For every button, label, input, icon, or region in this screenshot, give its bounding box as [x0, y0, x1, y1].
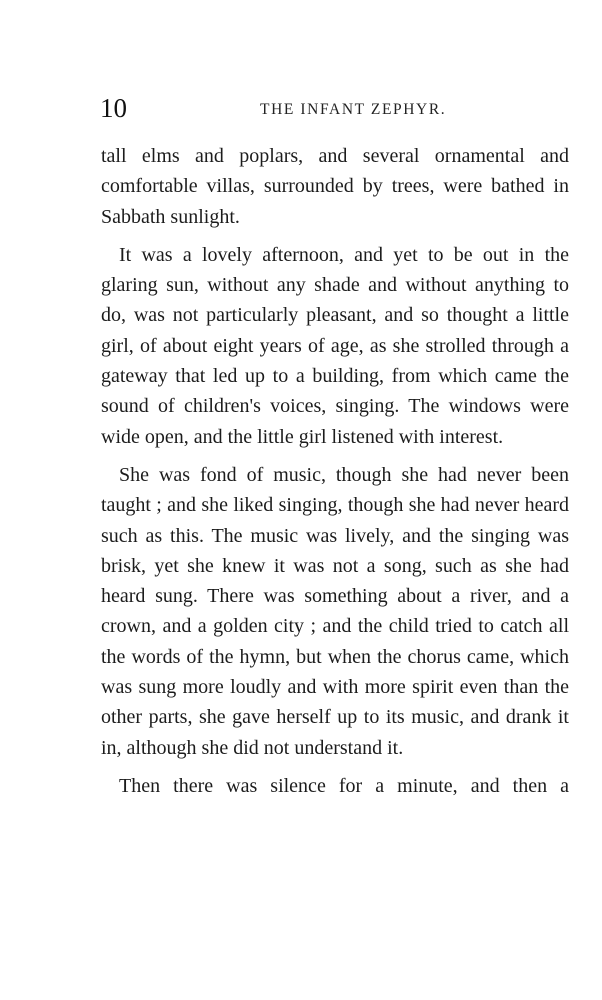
paragraph-3: She was fond of music, though she had never been taught ; and she liked singing, though she had never heard such as this. The music was lively, and the singing was brisk, yet she knew it was not a song, such as she had heard sung. There was something about a river, and a crown, and a golden city ; and the child tried to catch all the words of the hymn, but when the chorus came, which was sung more loudly and with more spirit even than the other parts, she gave herself up to its music, and drank it in, although she did not understand it. [101, 463, 569, 759]
page-number: 10 [100, 93, 127, 123]
page-header [100, 93, 568, 127]
body-text [101, 141, 569, 809]
paragraph-4: Then there was silence for a minute, and then a [119, 774, 569, 797]
running-title: THE INFANT ZEPHYR. [260, 101, 447, 118]
paragraph-1: tall elms and poplars, and several ornamental and comfortable villas, surrounded by trees, were bathed in Sabbath sunlight. [101, 145, 569, 228]
paragraph-2: It was a lovely afternoon, and yet to be out in the glaring sun, without any shade and without anything to do, was not particularly pleasant, and so thought a little girl, of about eight years of age, as she strolled through a gateway that led up to a building, from which came the sound of children's voices, singing. The windows were wide open, and the little girl listened with interest. [101, 243, 569, 448]
